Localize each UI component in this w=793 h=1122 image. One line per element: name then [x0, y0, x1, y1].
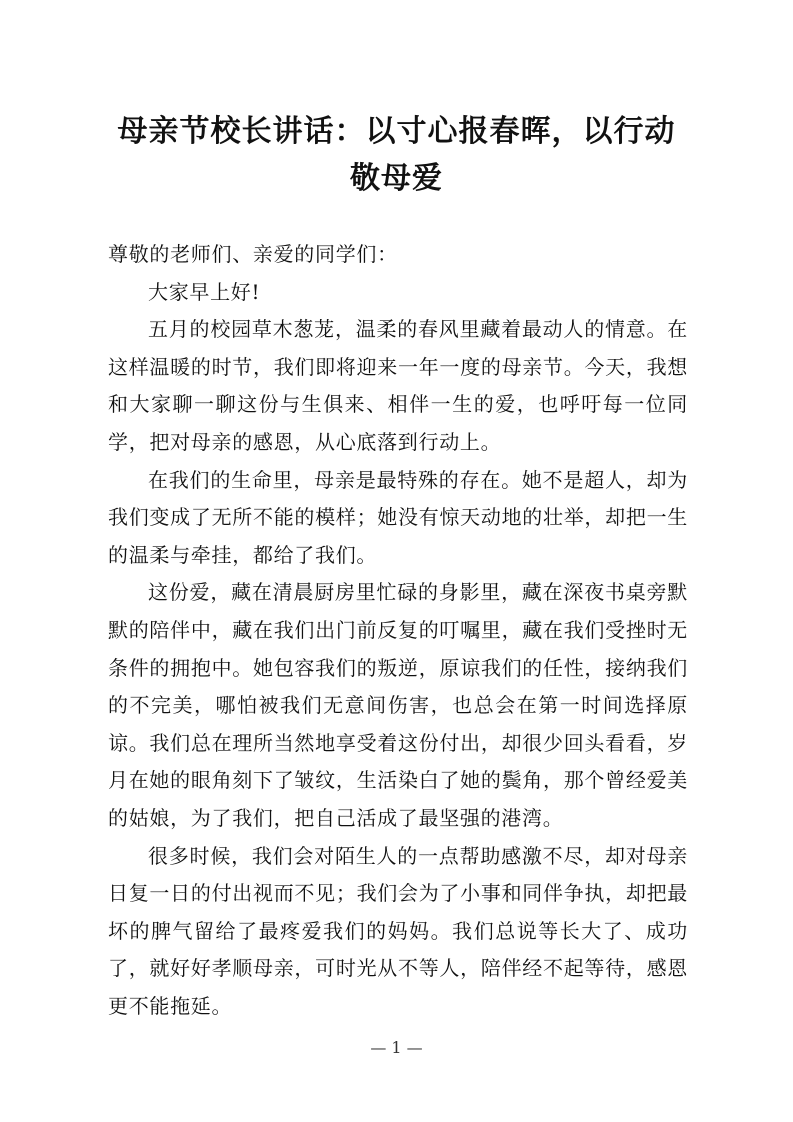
- salutation: 尊敬的老师们、亲爱的同学们：: [108, 242, 398, 266]
- document-body: [108, 236, 688, 1025]
- document-title: [90, 108, 703, 202]
- paragraph-4: 很多时候，我们会对陌生人的一点帮助感激不尽，却对母亲日复一日的付出视而不见；我们会为了小事和同伴争执，却把最坏的脾气留给了最疼爱我们的妈妈。我们总说等长大了、成功了，就好好孝顺母亲，可时光从不等人，陪伴经不起等待，感恩更不能拖延。: [108, 843, 688, 1018]
- paragraph-2: 在我们的生命里，母亲是最特殊的存在。她不是超人，却为我们变成了无所不能的模样；她没有惊天动地的壮举，却把一生的温柔与牵挂，都给了我们。: [108, 467, 688, 567]
- paragraph-1: 五月的校园草木葱茏，温柔的春风里藏着最动人的情意。在这样温暖的时节，我们即将迎来一年一度的母亲节。今天，我想和大家聊一聊这份与生俱来、相伴一生的爱，也呼吁每一位同学，把对母亲的感恩，从心底落到行动上。: [108, 317, 688, 454]
- title-line-1: 母亲节校长讲话：以寸心报春晖，以行动: [117, 114, 676, 149]
- greeting: 大家早上好!: [148, 279, 261, 304]
- page-number: — 1 —: [370, 1038, 423, 1057]
- title-line-2: 敬母爱: [350, 161, 443, 196]
- paragraph-3: 这份爱，藏在清晨厨房里忙碌的身影里，藏在深夜书桌旁默默的陪伴中，藏在我们出门前反复的叮嘱里，藏在我们受挫时无条件的拥抱中。她包容我们的叛逆，原谅我们的任性，接纳我们的不完美，哪怕被我们无意间伤害，也总会在第一时间选择原谅。我们总在理所当然地享受着这份付出，却很少回头看看，岁月在她的眼角刻下了皱纹，生活染白了她的鬓角，那个曾经爱美的姑娘，为了我们，把自己活成了最坚强的港湾。: [108, 580, 688, 830]
